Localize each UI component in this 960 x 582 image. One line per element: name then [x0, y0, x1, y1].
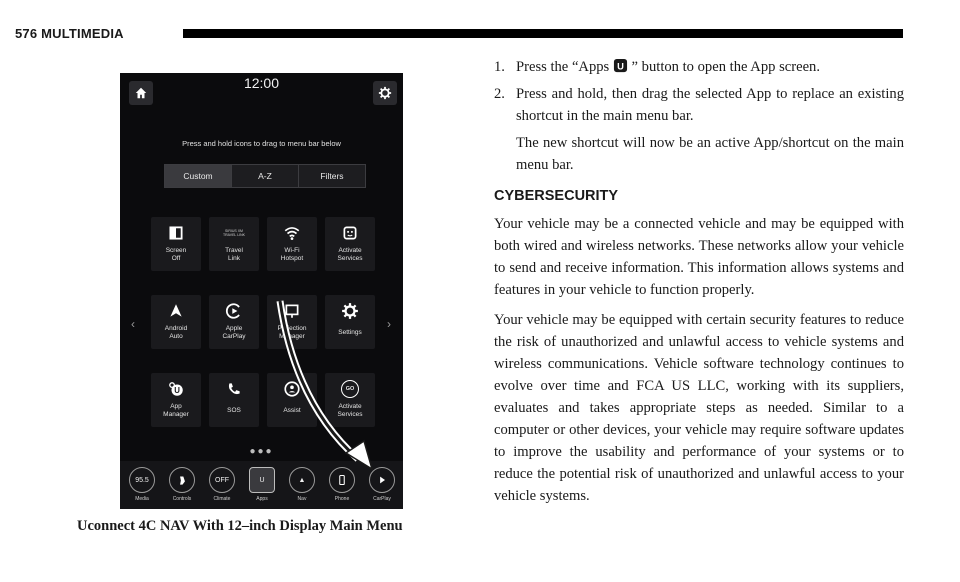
climate-icon: OFF: [209, 467, 235, 493]
page-header: [15, 24, 124, 42]
app-tile-activate-services[interactable]: [325, 217, 375, 271]
step-number: 2.: [494, 86, 505, 102]
app-tile-apple-carplay[interactable]: [209, 295, 259, 349]
app-tile-app-manager[interactable]: [151, 373, 201, 427]
menu-bar-label: Apps: [256, 496, 268, 502]
sort-tabs: [164, 164, 366, 188]
page-header-text: 576 MULTIMEDIA: [15, 25, 124, 41]
assist-icon: [283, 380, 301, 398]
wifi-icon: [283, 224, 301, 242]
app-tile-label: Wi-Fi Hotspot: [280, 247, 304, 262]
screen-instruction: Press and hold icons to drag to menu bar below: [182, 139, 341, 148]
paragraph: Your vehicle may be a connected vehicle and may be equipped with both wired and wireless networks. These networks allow your vehicle to send and receive information. This information allows systems and features in your vehicle to function properly.: [494, 216, 904, 298]
app-tile-label: Assist: [283, 407, 301, 414]
media-icon: 95.5: [129, 467, 155, 493]
step-1: [494, 56, 904, 78]
header-rule: [183, 29, 903, 38]
main-menu-bar: [120, 461, 403, 509]
apps-icon: U: [249, 467, 275, 493]
step-note: The new shortcut will now be an active App/shortcut on the main menu bar.: [516, 135, 904, 173]
page-left-chevron-icon[interactable]: ‹: [131, 317, 135, 331]
app-tile-label: SOS: [227, 407, 241, 414]
menu-bar-climate[interactable]: [205, 467, 239, 502]
page-right-chevron-icon[interactable]: ›: [387, 317, 391, 331]
svg-text:U: U: [617, 61, 624, 72]
menu-bar-label: Controls: [172, 496, 192, 502]
paragraph: Your vehicle may be equipped with certain security features to reduce the risk of unauthorized and unlawful access to vehicle systems and wireless communications. Vehicle software technology continues to evolve over time and FCA US LLC, working with its suppliers, evaluates and takes appropriate steps as needed. Similar to a computer or other devices, your vehicle may require software updates to improve the usability and performance of your systems or to reduce the potential risk of unauthorized and unlawful access to your vehicle systems.: [494, 312, 904, 504]
menu-bar-carplay[interactable]: [365, 467, 399, 502]
app-tile-label: Projection Manager: [277, 325, 307, 340]
clock: 12:00: [243, 75, 280, 91]
app-tile-android-auto[interactable]: [151, 295, 201, 349]
activate-services-icon: [341, 224, 359, 242]
android-auto-icon: [167, 302, 185, 320]
app-tile-sos[interactable]: [209, 373, 259, 427]
tab-custom[interactable]: Custom: [165, 165, 232, 187]
apps-icon: [613, 58, 628, 73]
settings-corner-button[interactable]: [373, 81, 397, 105]
menu-bar-label: Nav: [297, 496, 307, 502]
step-number: 1.: [494, 59, 505, 75]
menu-bar-controls[interactable]: [165, 467, 199, 502]
menu-bar-nav[interactable]: [285, 467, 319, 502]
gear-icon: [341, 302, 359, 320]
travel-link-icon: SIRIUS XM TRAVEL LINK: [223, 229, 245, 237]
app-tile-screen-off[interactable]: [151, 217, 201, 271]
menu-bar-phone[interactable]: [325, 467, 359, 502]
app-tile-label: Travel Link: [225, 247, 243, 262]
app-tile-projection-manager[interactable]: [267, 295, 317, 349]
app-tile-label: Android Auto: [164, 325, 188, 340]
menu-bar-label: Climate: [213, 496, 231, 502]
app-manager-icon: [167, 380, 185, 398]
tab-filters[interactable]: Filters: [320, 171, 344, 181]
phone-icon: [225, 380, 243, 398]
step-1-text-start: Press the “Apps: [516, 59, 610, 75]
go-badge-text: GO: [345, 386, 355, 392]
menu-bar-apps[interactable]: [245, 467, 279, 502]
page-indicator-dots: ●●●: [249, 446, 274, 457]
app-tile-wifi-hotspot[interactable]: [267, 217, 317, 271]
app-tile-label: Activate Services: [337, 247, 363, 262]
nav-compass-icon: ▲: [289, 467, 315, 493]
menu-bar-label: CarPlay: [373, 496, 391, 502]
body-text: [494, 56, 904, 515]
controls-icon: [169, 467, 195, 493]
section-title: CYBERSECURITY: [494, 188, 619, 204]
step-2-text: Press and hold, then drag the selected App to replace an existing shortcut in the main menu bar.: [516, 86, 904, 124]
app-tile-travel-link[interactable]: [209, 217, 259, 271]
projection-icon: [283, 302, 301, 320]
step-2: [494, 83, 904, 127]
app-tile-label: Settings: [338, 329, 362, 336]
app-tile-settings[interactable]: [325, 295, 375, 349]
app-tile-label: Apple CarPlay: [222, 325, 246, 340]
menu-bar-label: Media: [135, 496, 149, 502]
app-tile-label: App Manager: [163, 403, 189, 418]
menu-bar-label: Phone: [334, 496, 350, 502]
menu-bar-media[interactable]: [125, 467, 159, 502]
screen-off-icon: [167, 224, 185, 242]
app-tile-activate-services-2[interactable]: [325, 373, 375, 427]
go-icon: [341, 380, 359, 398]
gear-icon: [378, 86, 392, 100]
home-icon: [134, 86, 148, 100]
app-tile-assist[interactable]: [267, 373, 317, 427]
phone-icon: [329, 467, 355, 493]
home-button[interactable]: [129, 81, 153, 105]
tab-a-z[interactable]: A-Z: [232, 165, 299, 187]
app-tile-label: Screen Off: [165, 247, 187, 262]
app-tile-label: Activate Services: [337, 403, 363, 418]
figure-caption: Uconnect 4C NAV With 12–inch Display Main Menu: [77, 518, 403, 534]
svg-text:U: U: [174, 385, 180, 395]
step-1-text-end: ” button to open the App screen.: [631, 59, 821, 75]
carplay-icon: [225, 302, 243, 320]
uconnect-screen-figure: [120, 73, 403, 509]
carplay-icon: [369, 467, 395, 493]
